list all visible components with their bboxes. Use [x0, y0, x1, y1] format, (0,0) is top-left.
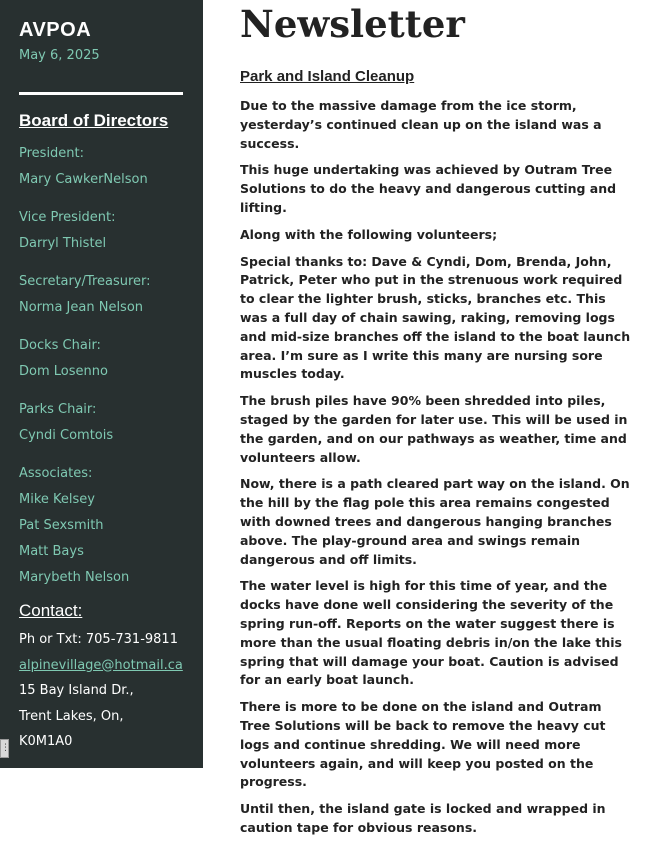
contact-address-line: Trent Lakes, On, [19, 708, 124, 724]
newsletter-date: May 6, 2025 [19, 48, 100, 63]
board-role [19, 397, 199, 449]
role-member-name: Matt Bays [19, 544, 84, 559]
role-member-name: Dom Losenno [19, 364, 108, 379]
main-content [203, 0, 667, 835]
role-member-name: Pat Sexsmith [19, 518, 104, 533]
board-role [19, 141, 199, 193]
page-title: Newsletter [240, 2, 465, 46]
sidebar [0, 0, 203, 768]
role-title: Parks Chair: [19, 402, 97, 417]
role-title: Docks Chair: [19, 338, 101, 353]
role-member-name: Darryl Thistel [19, 236, 107, 251]
contact-phone: Ph or Txt: 705-731-9811 [19, 632, 178, 647]
role-title: Secretary/Treasurer: [19, 274, 151, 289]
board-role [19, 333, 199, 385]
role-member-name: Marybeth Nelson [19, 570, 130, 585]
article-paragraph: Special thanks to: Dave & Cyndi, Dom, Brenda, John, Patrick, Peter who put in the strenuous work required to clear the lighter brush, sticks, branches etc. This was a full day of chain sawing, raking, removing logs and mid-size branches off the island to the boat launch area. I’m sure as I write this many are nursing sore muscles today. [240, 253, 631, 382]
board-role [19, 205, 199, 257]
article-paragraph: Until then, the island gate is locked and wrapped in caution tape for obvious reasons. [240, 801, 606, 835]
role-title: Vice President: [19, 210, 116, 225]
article-paragraph: There is more to be done on the island and Outram Tree Solutions will be back to remove the heavy cut logs and continue shredding. We will need more volunteers again, and will keep you posted on the progress. [240, 699, 606, 790]
role-member-name: Norma Jean Nelson [19, 300, 144, 315]
article-paragraph: Due to the massive damage from the ice storm, yesterday’s continued clean up on the island was a success. [240, 98, 602, 151]
contact-details [19, 627, 201, 755]
board-role [19, 461, 199, 591]
board-roles-list [19, 141, 199, 603]
article-paragraph: Now, there is a path cleared part way on the island. On the hill by the flag pole this area remains congested with downed trees and dangerous hanging branches above. The play-ground area and swings remain dangerous and off limits. [240, 476, 630, 567]
article-paragraph: This huge undertaking was achieved by Outram Tree Solutions to do the heavy and dangerous cutting and lifting. [240, 162, 617, 215]
article-paragraph: The brush piles have 90% been shredded into piles, staged by the garden for later use. This will be used in the garden, and on our pathways as weather, time and volunteers allow. [240, 393, 628, 465]
sidebar-divider [19, 92, 183, 95]
board-role [19, 269, 199, 321]
board-of-directors-heading: Board of Directors [19, 111, 169, 130]
article-body [240, 97, 632, 846]
role-member-name: Cyndi Comtois [19, 428, 114, 443]
role-title: Associates: [19, 466, 93, 481]
role-member-name: Mary CawkerNelson [19, 172, 148, 187]
role-title: President: [19, 146, 85, 161]
role-member-name: Mike Kelsey [19, 492, 95, 507]
contact-email-link[interactable]: alpinevillage@hotmail.ca [19, 657, 183, 673]
article-paragraph: The water level is high for this time of year, and the docks have done well considering the severity of the spring run-off. Reports on the water suggest there is more than the usual floating debris in/on the lake this spring that will damage your boat. Caution is advised for an early boat launch. [240, 578, 622, 688]
section-title: Park and Island Cleanup [240, 68, 415, 85]
contact-address-line: 15 Bay Island Dr., [19, 683, 134, 698]
contact-heading: Contact: [19, 601, 83, 620]
org-name: AVPOA [19, 19, 92, 41]
resize-handle-icon[interactable]: ⋮ [0, 739, 9, 758]
contact-address-line: K0M1A0 [19, 734, 73, 749]
article-paragraph: Along with the following volunteers; [240, 226, 498, 242]
